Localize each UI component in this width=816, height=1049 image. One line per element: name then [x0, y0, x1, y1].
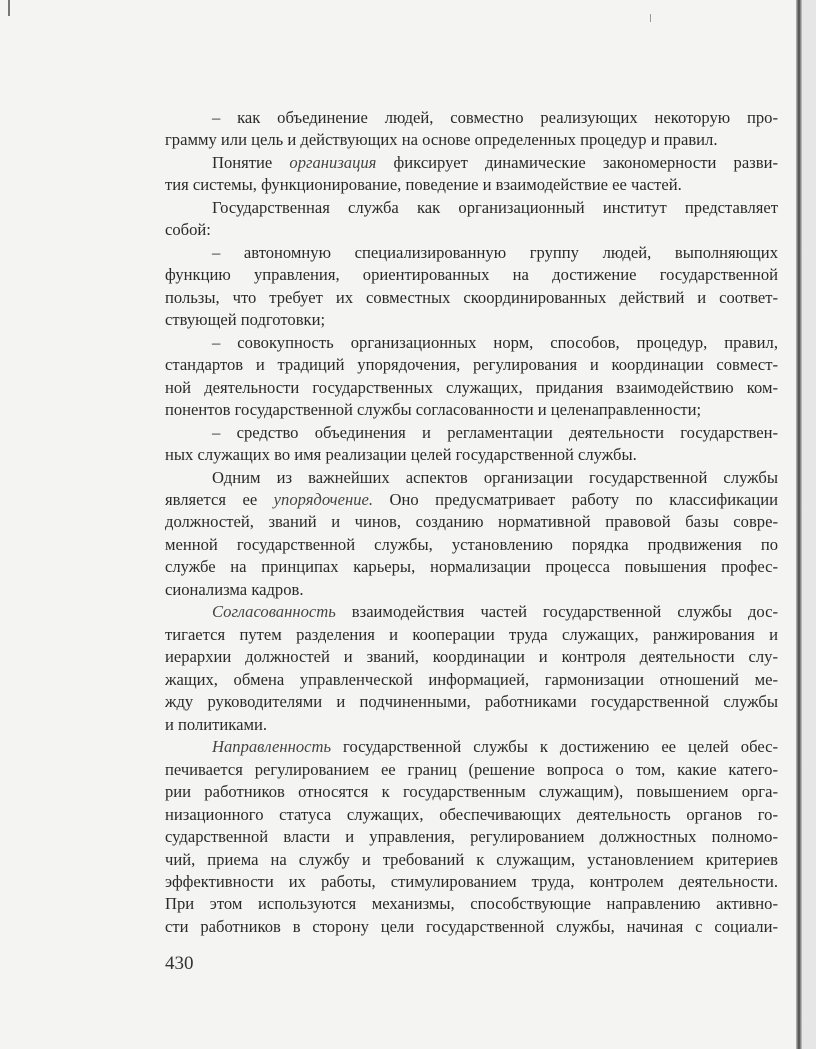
- italic-term: Согласованность: [212, 602, 336, 622]
- text-segment: – как объединение людей, совместно реализующих некоторую про-: [212, 108, 778, 127]
- text-line: [165, 129, 778, 151]
- text-segment: должностей, званий и чинов, созданию нормативной правовой базы совре-: [165, 512, 778, 532]
- text-line: [165, 264, 778, 286]
- text-line: [165, 354, 778, 376]
- italic-term: Направленность: [212, 737, 332, 757]
- text-line: [165, 219, 778, 241]
- italic-term: упорядочение.: [273, 489, 374, 509]
- text-segment: взаимодействия частей государственной службы дос-: [335, 602, 778, 622]
- text-line: [165, 669, 778, 691]
- text-segment: стандартов и традиций упорядочения, регулирования и координации совмест-: [165, 355, 778, 375]
- text-line: [165, 871, 778, 893]
- text-segment: – совокупность организационных норм, способов, процедур, правил,: [212, 332, 778, 352]
- text-line: [212, 197, 778, 219]
- text-segment: Одним из важнейших аспектов организации государственной службы: [212, 467, 778, 487]
- text-line: [212, 107, 778, 129]
- text-line: [165, 556, 778, 578]
- text-line: [212, 467, 778, 489]
- text-line: [165, 377, 778, 399]
- text-segment: является ее: [165, 489, 274, 509]
- text-segment: жду руководителями и подчиненными, работниками государственной службы: [165, 692, 778, 712]
- text-segment: ных служащих во имя реализации целей государственной службы.: [165, 445, 637, 465]
- text-segment: тия системы, функционирование, поведение и взаимодействие ее частей.: [165, 175, 682, 195]
- text-segment: Понятие: [212, 152, 290, 172]
- page-number: 430: [165, 953, 194, 974]
- text-line: [165, 691, 778, 713]
- text-line: [165, 534, 778, 556]
- text-segment: ной деятельности государственных служащих, придания взаимодействию ком-: [165, 377, 778, 397]
- text-line: [165, 916, 778, 938]
- text-line: [165, 579, 778, 601]
- text-segment: и политиками.: [165, 714, 267, 734]
- text-segment: службе на принципах карьеры, нормализации процесса повышения профес-: [165, 557, 778, 577]
- text-line: [165, 309, 778, 331]
- text-segment: сионализма кадров.: [165, 579, 304, 599]
- scan-mark: [650, 14, 651, 22]
- text-line: [165, 759, 778, 781]
- text-line: [165, 624, 778, 646]
- text-segment: собой:: [165, 220, 211, 240]
- text-line: [165, 893, 778, 915]
- text-segment: ствующей подготовки;: [165, 310, 326, 330]
- text-segment: эффективности их работы, стимулированием труда, контролем деятельности.: [165, 871, 778, 891]
- text-segment: сударственной власти и управления, регулированием должностных полномо-: [165, 827, 778, 847]
- text-line: [165, 714, 778, 736]
- text-segment: фиксирует динамические закономерности разви-: [376, 152, 778, 172]
- text-line: [165, 804, 778, 826]
- text-segment: тигается путем разделения и кооперации труда служащих, ранжирования и: [165, 624, 778, 644]
- text-segment: – автономную специализированную группу людей, выполняющих: [212, 242, 778, 262]
- text-line: [165, 489, 778, 511]
- text-segment: грамму или цель и действующих на основе определенных процедур и правил.: [165, 130, 718, 150]
- text-line: [212, 422, 778, 444]
- text-line: [212, 242, 778, 264]
- text-line: [165, 849, 778, 871]
- scan-corner-mark: [8, 0, 10, 16]
- text-line: [212, 736, 778, 758]
- text-segment: сти работников в сторону цели государственной службы, начиная с социали-: [165, 916, 778, 936]
- text-segment: Оно предусматривает работу по классификации: [373, 489, 778, 509]
- text-line: [165, 826, 778, 848]
- text-segment: рии работников относятся к государственным служащим), повышением орга-: [165, 782, 778, 802]
- text-line: [165, 511, 778, 533]
- text-segment: При этом используются механизмы, способствующие направлению активно-: [165, 894, 778, 914]
- text-line: [165, 781, 778, 803]
- italic-term: организация: [289, 152, 377, 172]
- text-segment: – средство объединения и регламентации деятельности государствен-: [212, 422, 778, 442]
- text-segment: функцию управления, ориентированных на достижение государственной: [165, 265, 778, 285]
- text-line: [165, 287, 778, 309]
- text-segment: печивается регулированием ее границ (решение вопроса о том, какие катего-: [165, 759, 778, 779]
- text-segment: жащих, обмена управленческой информацией, гармонизации отношений ме-: [165, 669, 778, 689]
- text-segment: чий, приема на службу и требований к служащим, установлением критериев: [165, 849, 778, 869]
- text-segment: пользы, что требует их совместных скоординированных действий и соответ-: [165, 287, 778, 307]
- text-line: [165, 399, 778, 421]
- text-segment: низационного статуса служащих, обеспечивающих деятельность органов го-: [165, 804, 778, 824]
- text-line: [165, 646, 778, 668]
- text-line: [212, 601, 778, 623]
- text-line: [212, 332, 778, 354]
- text-segment: менной государственной службы, установлению порядка продвижения по: [165, 534, 778, 554]
- text-segment: понентов государственной службы согласованности и целенаправленности;: [165, 400, 702, 420]
- text-line: [165, 444, 778, 466]
- text-segment: Государственная служба как организационный институт представляет: [212, 197, 778, 217]
- text-line: [165, 174, 778, 196]
- text-segment: государственной службы к достижению ее целей обес-: [331, 737, 778, 757]
- text-line: [212, 152, 778, 174]
- text-segment: иерархии должностей и званий, координации и контроля деятельности слу-: [165, 647, 778, 667]
- page-edge-shadow: [802, 0, 816, 1049]
